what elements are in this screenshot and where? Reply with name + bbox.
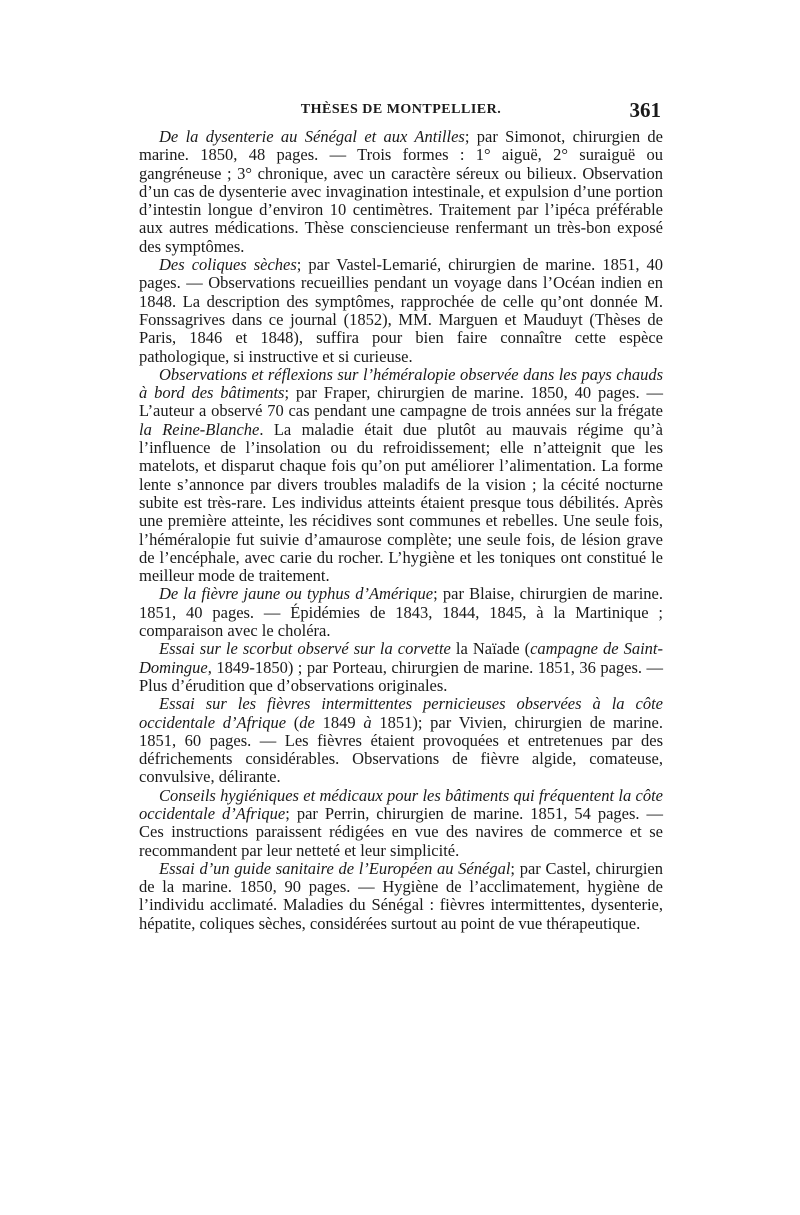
entry-title: De la fièvre jaune ou typhus d’Amérique: [159, 584, 434, 604]
entry-text: ; par Blaise, chirurgien de marine. 1851, 40 pages. — Épidémies de 1843, 1844, 1845, à la Martinique ; comparaison avec le choléra.: [139, 584, 663, 641]
entry-text-continued: . La maladie était due plutôt au mauvais régime qu’à l’influence de l’insolation ou du refroidissement; elle n’atteignit que les matelots, et disparut chaque fois qu’on put améliorer l’alimentation. La forme lente s’annonce par divers troubles maladifs de la vision ; la cécité nocturne subite est très-rare. Les individus atteints étaient presque tous débilités. Après une première atteinte, les récidives sont communes et rebelles. Une seule fois, l’héméralopie fut suivie d’amaurose complète; une seule fois, de lésion grave de l’encéphale, avec carie du rocher. L’hygiène et les toniques ont constitué le meilleur mode de traitement.: [139, 419, 663, 586]
date-range-from: de: [299, 712, 315, 732]
bibliography-entry: [139, 860, 663, 933]
bibliography-entry: [139, 640, 663, 695]
entry-text: ; par Fraper, chirurgien de marine. 1850, 40 pages. — L’auteur a observé 70 cas pendant une campagne de trois années sur la frégate: [139, 383, 664, 421]
entry-text: (: [286, 712, 300, 732]
entry-title: Conseils hygiéniques et médicaux pour les bâtiments qui fréquentent la côte occidentale d’Afrique: [139, 785, 663, 823]
bibliography-entry: [139, 695, 663, 786]
entry-text: ; par Perrin, chirurgien de marine. 1851, 54 pages. — Ces instructions paraissent rédigées en vue des navires de commerce et se recommandent par leur netteté et leur simplicité.: [139, 803, 663, 860]
bibliography-entry: [139, 585, 663, 640]
entry-title: Observations et réflexions sur l’héméralopie observée dans les pays chauds à bord des bâtiments: [139, 364, 663, 403]
entry-text-year: 1849: [314, 712, 364, 732]
running-header: [139, 98, 663, 128]
bibliography-entry: [139, 128, 663, 256]
running-title: THÈSES DE MONTPELLIER.: [300, 102, 502, 117]
entry-title: Essai sur les fièvres intermittentes pernicieuses observées à la côte occidentale d’Afrique: [139, 694, 663, 732]
entry-text: ; par Simonot, chirurgien de marine. 1850, 48 pages. — Trois formes : 1° aiguë, 2° suraiguë ou gangréneuse ; 3° chronique, avec un caractère séreux ou bilieux. Observation d’un cas de dysenterie avec invagination intestinale, et expulsion d’une portion d’intestin longue d’environ 10 centimètres. Traitement par l’ipéca préférable aux autres médications. Thèse consciencieuse renfermant un très-bon exposé des symptômes.: [139, 127, 663, 256]
entry-text-continued: 1851); par Vivien, chirurgien de marine. 1851, 60 pages. — Les fièvres étaient provoquées et entretenues par des défrichements considérables. Observations de fièvre algide, comateuse, convulsive, délirante.: [139, 712, 663, 787]
text-body: [139, 128, 663, 933]
bibliography-entry: [139, 366, 663, 586]
entry-text: la Naïade (: [450, 639, 531, 659]
page: [139, 98, 663, 933]
bibliography-entry: [139, 256, 663, 366]
entry-text: ; par Vastel-Lemarié, chirurgien de marine. 1851, 40 pages. — Observations recueillies pendant un voyage dans l’Océan indien en 1848. La description des symptômes, rapprochée de celle qu’ont donnée M. Fonssagrives dans ce journal (1852), MM. Marguen et Mauduyt (Thèses de Paris, 1846 et 1848), suffira pour bien faire connaître cette espèce pathologique, si instructive et si curieuse.: [139, 255, 663, 366]
campaign-name: campagne de Saint-Domingue: [139, 639, 663, 677]
entry-title: Des coliques sèches: [159, 255, 297, 275]
page-number: 361: [629, 98, 661, 122]
entry-text: ; par Castel, chirurgien de la marine. 1850, 90 pages. — Hygiène de l’acclimatement, hygiène de l’individu acclimaté. Maladies du Sénégal : fièvres intermittentes, dysenterie, hépatite, coliques sèches, considérées surtout au point de vue thérapeutique.: [139, 858, 663, 933]
entry-title: Essai sur le scorbut observé sur la corvette: [159, 639, 451, 659]
entry-text-continued: , 1849-1850) ; par Porteau, chirurgien de marine. 1851, 36 pages. — Plus d’érudition que d’observations originales.: [139, 657, 663, 695]
ship-name: la Reine-Blanche: [139, 419, 260, 439]
entry-title: Essai d’un guide sanitaire de l’Européen au Sénégal: [159, 858, 511, 878]
bibliography-entry: [139, 787, 663, 860]
date-range-to: à: [363, 712, 372, 732]
entry-title: De la dysenterie au Sénégal et aux Antilles: [159, 127, 465, 146]
